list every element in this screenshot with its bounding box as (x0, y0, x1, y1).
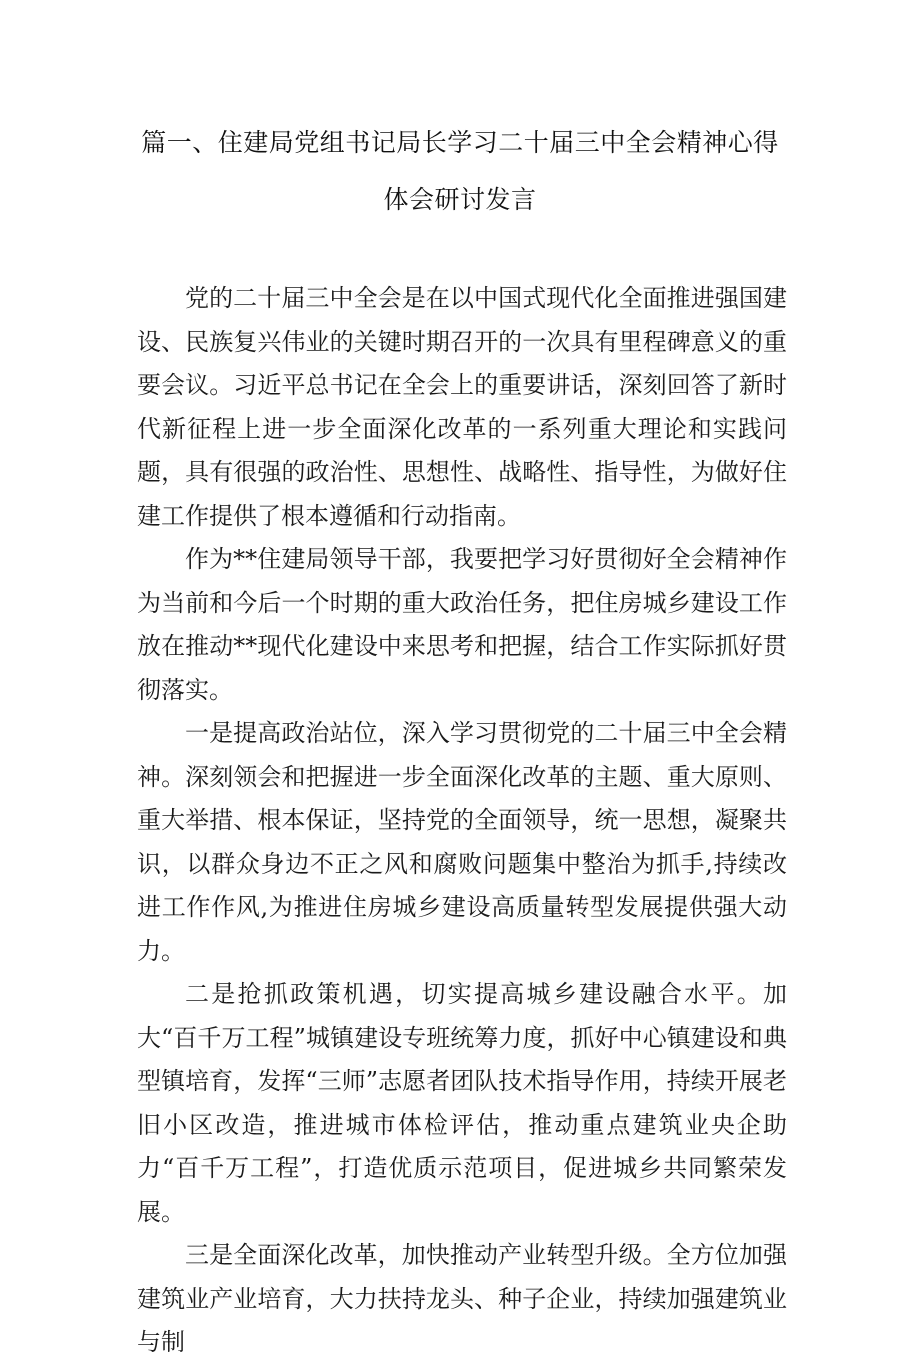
paragraph-point-1: 一是提高政治站位，深入学习贯彻党的二十届三中全会精神。深刻领会和把握进一步全面深化改革的主题、重大原则、重大举措、根本保证，坚持党的全面领导，统一思想，凝聚共识，以群众身边不正之风和腐败问题集中整治为抓手,持续改进工作作风,为推进住房城乡建设高质量转型发展提供强大动力。 (137, 719, 787, 965)
paragraph-intro: 党的二十届三中全会是在以中国式现代化全面推进强国建设、民族复兴伟业的关键时期召开的一次具有里程碑意义的重要会议。习近平总书记在全会上的重要讲话，深刻回答了新时代新征程上进一步全面深化改革的一系列重大理论和实践问题，具有很强的政治性、思想性、战略性、指导性，为做好住建工作提供了根本遵循和行动指南。 (137, 284, 787, 530)
document-title-line-2: 体会研讨发言 (383, 185, 537, 214)
paragraph-point-3: 三是全面深化改革，加快推动产业转型升级。全方位加强建筑业产业培育，大力扶持龙头、种子企业，持续加强建筑业与制 (137, 1241, 787, 1356)
paragraph-commitment: 作为**住建局领导干部，我要把学习好贯彻好全会精神作为当前和今后一个时期的重大政治任务，把住房城乡建设工作放在推动**现代化建设中来思考和把握，结合工作实际抓好贯彻落实。 (137, 545, 787, 704)
document-title-line-1: 篇一、住建局党组书记局长学习二十届三中全会精神心得 (141, 128, 779, 157)
document-body (137, 277, 787, 1365)
paragraph-point-2: 二是抢抓政策机遇，切实提高城乡建设融合水平。加大“百千万工程”城镇建设专班统筹力度，抓好中心镇建设和典型镇培育，发挥“三师”志愿者团队技术指导作用，持续开展老旧小区改造，推进城市体检评估，推动重点建筑业央企助力“百千万工程”，打造优质示范项目，促进城乡共同繁荣发展。 (137, 980, 787, 1226)
